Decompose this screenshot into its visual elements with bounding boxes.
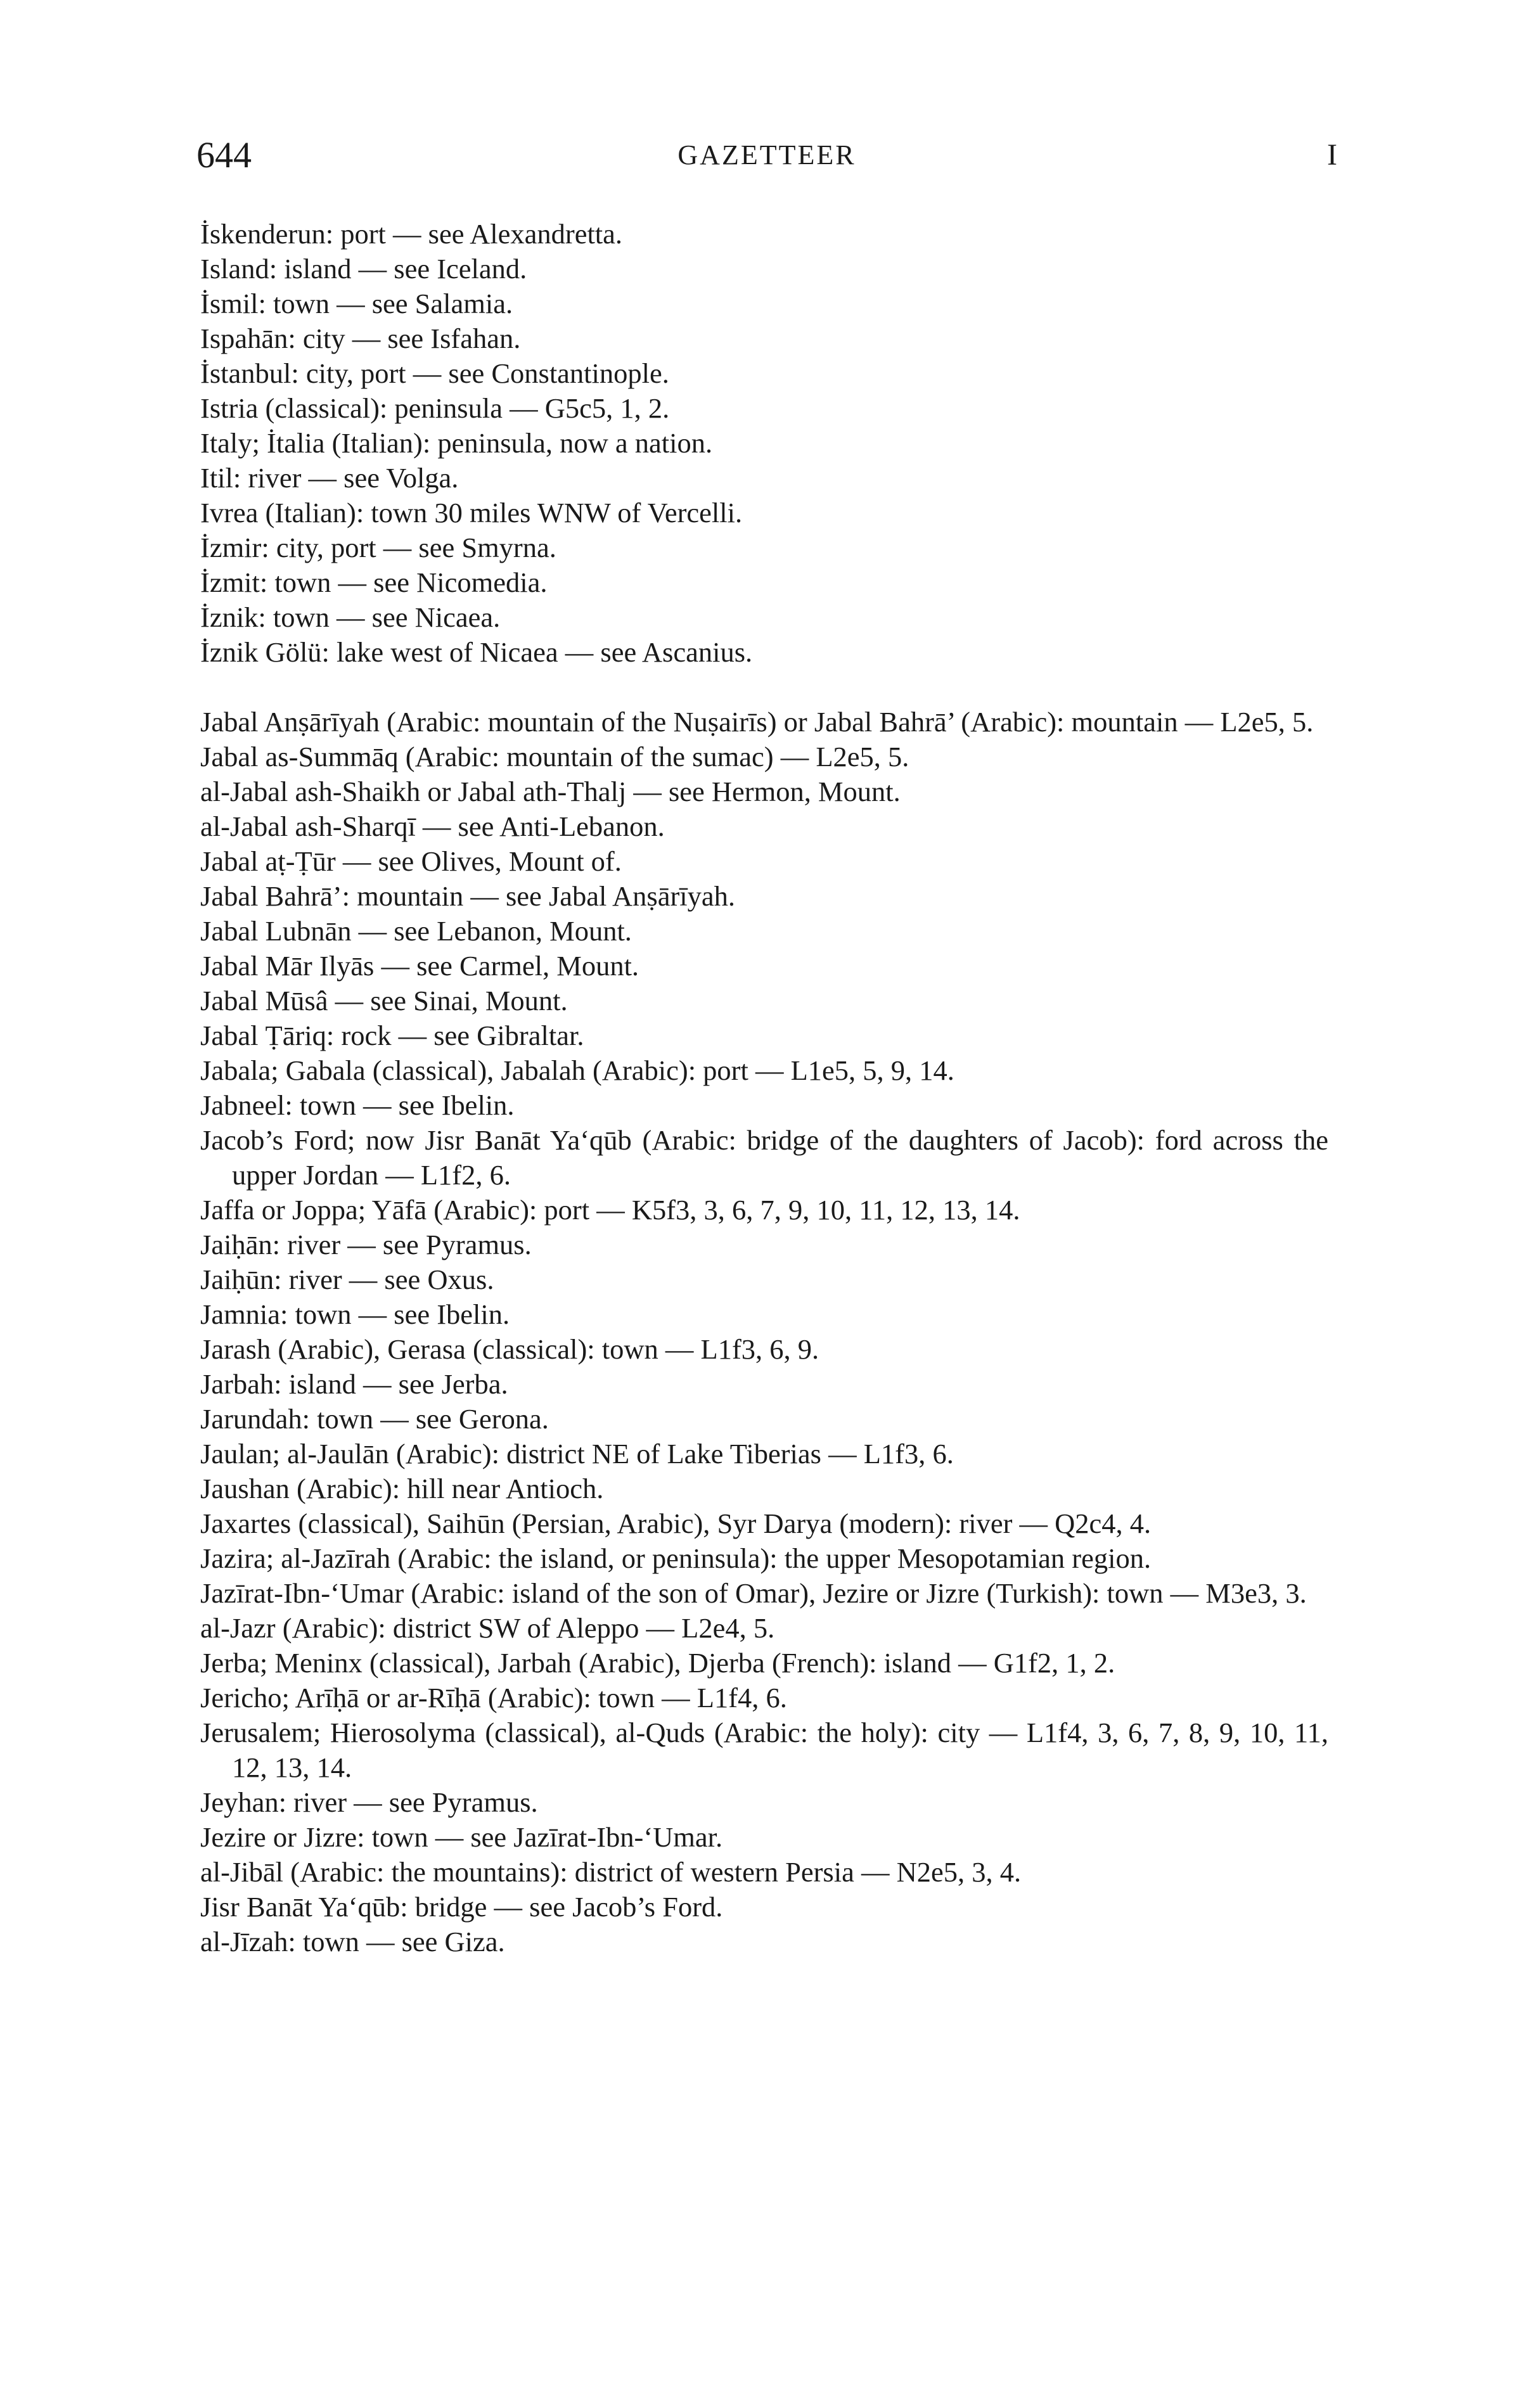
gazetteer-entry: İzmir: city, port — see Smyrna. <box>200 532 556 563</box>
gazetteer-entry: al-Jazr (Arabic): district SW of Aleppo — L2e4, 5. <box>200 1612 775 1644</box>
gazetteer-entry: Jamnia: town — see Ibelin. <box>200 1298 510 1330</box>
gazetteer-entry: İsmil: town — see Salamia. <box>200 288 513 319</box>
gazetteer-entry: Jaushan (Arabic): hill near Antioch. <box>200 1473 604 1504</box>
gazetteer-entry: Jabal Mār Ilyās — see Carmel, Mount. <box>200 950 639 982</box>
gazetteer-entry: Itil: river — see Volga. <box>200 462 459 494</box>
gazetteer-entry: Jarash (Arabic), Gerasa (classical): town — L1f3, 6, 9. <box>200 1333 819 1365</box>
gazetteer-entry: Jaiḥān: river — see Pyramus. <box>200 1229 532 1260</box>
page-number: 644 <box>196 134 252 176</box>
gazetteer-entry: al-Jabal ash-Shaikh or Jabal ath-Thalj — see Hermon, Mount. <box>200 776 901 807</box>
gazetteer-entry: İstanbul: city, port — see Constantinople. <box>200 357 669 389</box>
gazetteer-entry: Jabal aṭ-Ṭūr — see Olives, Mount of. <box>200 845 622 877</box>
gazetteer-entry: Jabneel: town — see Ibelin. <box>200 1089 515 1121</box>
gazetteer-entry: Jaxartes (classical), Saihūn (Persian, Arabic), Syr Darya (modern): river — Q2c4, 4. <box>200 1508 1152 1539</box>
gazetteer-entry: İzmit: town — see Nicomedia. <box>200 567 548 598</box>
gazetteer-entry: Jabal Ṭāriq: rock — see Gibraltar. <box>200 1020 584 1051</box>
gazetteer-entry: Istria (classical): peninsula — G5c5, 1, 2. <box>200 392 670 424</box>
entry-group-j <box>200 705 1328 1959</box>
gazetteer-entry: Island: island — see Iceland. <box>200 253 527 285</box>
gazetteer-entry: Jericho; Arīḥā or ar-Rīḥā (Arabic): town — L1f4, 6. <box>200 1682 787 1713</box>
page-header <box>196 127 1337 184</box>
running-title: GAZETTEER <box>677 139 856 170</box>
gazetteer-entry: İskenderun: port — see Alexandretta. <box>200 218 623 250</box>
gazetteer-entry: Jarbah: island — see Jerba. <box>200 1368 508 1400</box>
gazetteer-entry: Jezire or Jizre: town — see Jazīrat-Ibn-‘Umar. <box>200 1821 723 1853</box>
gazetteer-entry: Jaffa or Joppa; Yāfā (Arabic): port — K5f3, 3, 6, 7, 9, 10, 11, 12, 13, 14. <box>200 1194 1020 1226</box>
gazetteer-entry: Jazīrat-Ibn-‘Umar (Arabic: island of the son of Omar), Jezire or Jizre (Turkish): town — M3e3, 3. <box>200 1577 1307 1609</box>
gazetteer-entry: Jabal Mūsâ — see Sinai, Mount. <box>200 985 568 1016</box>
gazetteer-entry: Ivrea (Italian): town 30 miles WNW of Vercelli. <box>200 497 743 528</box>
gazetteer-entry: Jaulan; al-Jaulān (Arabic): district NE of Lake Tiberias — L1f3, 6. <box>200 1438 954 1470</box>
gazetteer-entry: İznik: town — see Nicaea. <box>200 601 501 633</box>
gazetteer-entry: Jerusalem; Hierosolyma (classical), al-Quds (Arabic: the holy): city — L1f4, 3, 6, 7, 8, 9, 10, 11, 12, 13, 14. <box>200 1717 1328 1783</box>
gazetteer-entries <box>200 217 1328 1959</box>
gazetteer-entry: Ispahān: city — see Isfahan. <box>200 323 521 354</box>
gazetteer-entry: Jabal Bahrā’: mountain — see Jabal Anṣārīyah. <box>200 880 736 912</box>
gazetteer-entry: al-Jīzah: town — see Giza. <box>200 1926 505 1957</box>
gazetteer-entry: Italy; İtalia (Italian): peninsula, now a nation. <box>200 427 713 459</box>
gazetteer-entry: al-Jibāl (Arabic: the mountains): district of western Persia — N2e5, 3, 4. <box>200 1856 1022 1888</box>
entry-group-i <box>200 217 1328 670</box>
gazetteer-entry: Jisr Banāt Ya‘qūb: bridge — see Jacob’s Ford. <box>200 1891 723 1923</box>
gazetteer-entry: Jerba; Meninx (classical), Jarbah (Arabic), Djerba (French): island — G1f2, 1, 2. <box>200 1647 1115 1679</box>
section-letter: I <box>1327 138 1337 172</box>
gazetteer-entry: Jabala; Gabala (classical), Jabalah (Arabic): port — L1e5, 5, 9, 14. <box>200 1054 954 1086</box>
gazetteer-entry: Jabal Lubnān — see Lebanon, Mount. <box>200 915 632 947</box>
gazetteer-entry: al-Jabal ash-Sharqī — see Anti-Lebanon. <box>200 810 665 842</box>
gazetteer-entry: Jacob’s Ford; now Jisr Banāt Ya‘qūb (Arabic: bridge of the daughters of Jacob): ford across the upper Jordan — L1f2, 6. <box>200 1124 1328 1191</box>
gazetteer-entry: Jeyhan: river — see Pyramus. <box>200 1786 538 1818</box>
gazetteer-entry: Jarundah: town — see Gerona. <box>200 1403 549 1435</box>
gazetteer-entry: İznik Gölü: lake west of Nicaea — see Ascanius. <box>200 636 753 668</box>
gazetteer-entry: Jazira; al-Jazīrah (Arabic: the island, or peninsula): the upper Mesopotamian region. <box>200 1542 1152 1574</box>
gazetteer-entry: Jabal Anṣārīyah (Arabic: mountain of the Nuṣairīs) or Jabal Bahrā’ (Arabic): mountain — L2e5, 5. <box>200 706 1314 738</box>
gazetteer-entry: Jaiḥūn: river — see Oxus. <box>200 1264 494 1295</box>
gazetteer-entry: Jabal as-Summāq (Arabic: mountain of the sumac) — L2e5, 5. <box>200 741 909 772</box>
